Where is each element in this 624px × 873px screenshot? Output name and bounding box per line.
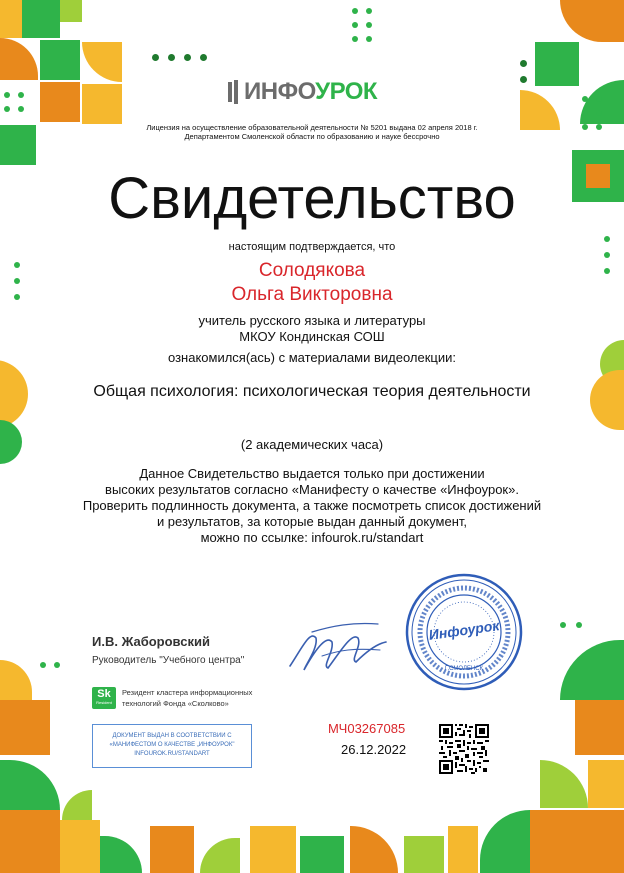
notice-line-2: высоких результатов согласно «Манифесту о качестве «Инфоурок».: [105, 482, 519, 497]
manifest-line-1: ДОКУМЕНТ ВЫДАН В СООТВЕТСТВИИ С: [112, 733, 232, 739]
confirm-text: настоящим подтверждается, что: [228, 241, 396, 253]
license-line-1: Лицензия на осуществление образовательной деятельности № 5201 выдана 02 апреля 2018 г.: [146, 123, 478, 132]
logo-text-urok: УРОК: [315, 78, 378, 105]
issue-date: 26.12.2022: [341, 742, 407, 757]
action-text: ознакомился(ась) с материалами видеолекции:: [167, 350, 456, 365]
skolkovo-line-1: Резидент кластера информационных: [122, 688, 253, 697]
notice-line-5: можно по ссылке: infourok.ru/standart: [200, 530, 424, 545]
recipient-surname: Солодякова: [258, 260, 366, 281]
manifest-line-3: INFOUROK.RU/STANDART: [134, 751, 210, 757]
manifest-line-2: «МАНИФЕСТОМ О КАЧЕСТВЕ „ИНФОУРОК": [109, 742, 235, 748]
position-line-2: МКОУ Кондинская СОШ: [239, 329, 385, 344]
notice-line-3: Проверить подлинность документа, а также посмотреть список достижений: [82, 498, 542, 513]
hours-text: (2 академических часа): [240, 437, 384, 452]
logo-text-info: ИНФО: [244, 78, 316, 105]
logo-mark-icon: [228, 80, 242, 104]
signer-role: Руководитель "Учебного центра": [92, 655, 245, 666]
skolkovo-line-2: технологий Фонда «Сколково»: [122, 699, 229, 708]
logo-text: [244, 78, 377, 106]
manifest-box: [92, 724, 252, 768]
official-stamp: [404, 572, 524, 692]
signature-icon: [282, 608, 392, 678]
skolkovo-badge: [92, 687, 116, 709]
position-line-1: учитель русского языка и литературы: [198, 313, 426, 328]
stamp-city-text: Г.СМОЛЕНСК: [444, 666, 484, 672]
page-title: Свидетельство: [108, 166, 516, 231]
document-number: МЧ03267085: [328, 721, 406, 736]
notice-line-1: Данное Свидетельство выдается только при достижении: [139, 466, 485, 481]
signer-name: И.В. Жаборовский: [92, 634, 210, 649]
notice-line-4: и результатов, за которые выдан данный документ,: [156, 514, 468, 529]
recipient-name: Ольга Викторовна: [231, 284, 393, 305]
stamp-center-text: Инфоурок: [427, 617, 501, 643]
qr-code-icon[interactable]: [439, 724, 489, 774]
skolkovo-badge-sub: Resident: [96, 700, 112, 705]
course-title: Общая психология: психологическая теория деятельности: [93, 383, 531, 400]
license-line-2: Департаментом Смоленской области по образованию и науке бессрочно: [184, 132, 440, 141]
skolkovo-badge-text: Sk: [97, 688, 111, 700]
